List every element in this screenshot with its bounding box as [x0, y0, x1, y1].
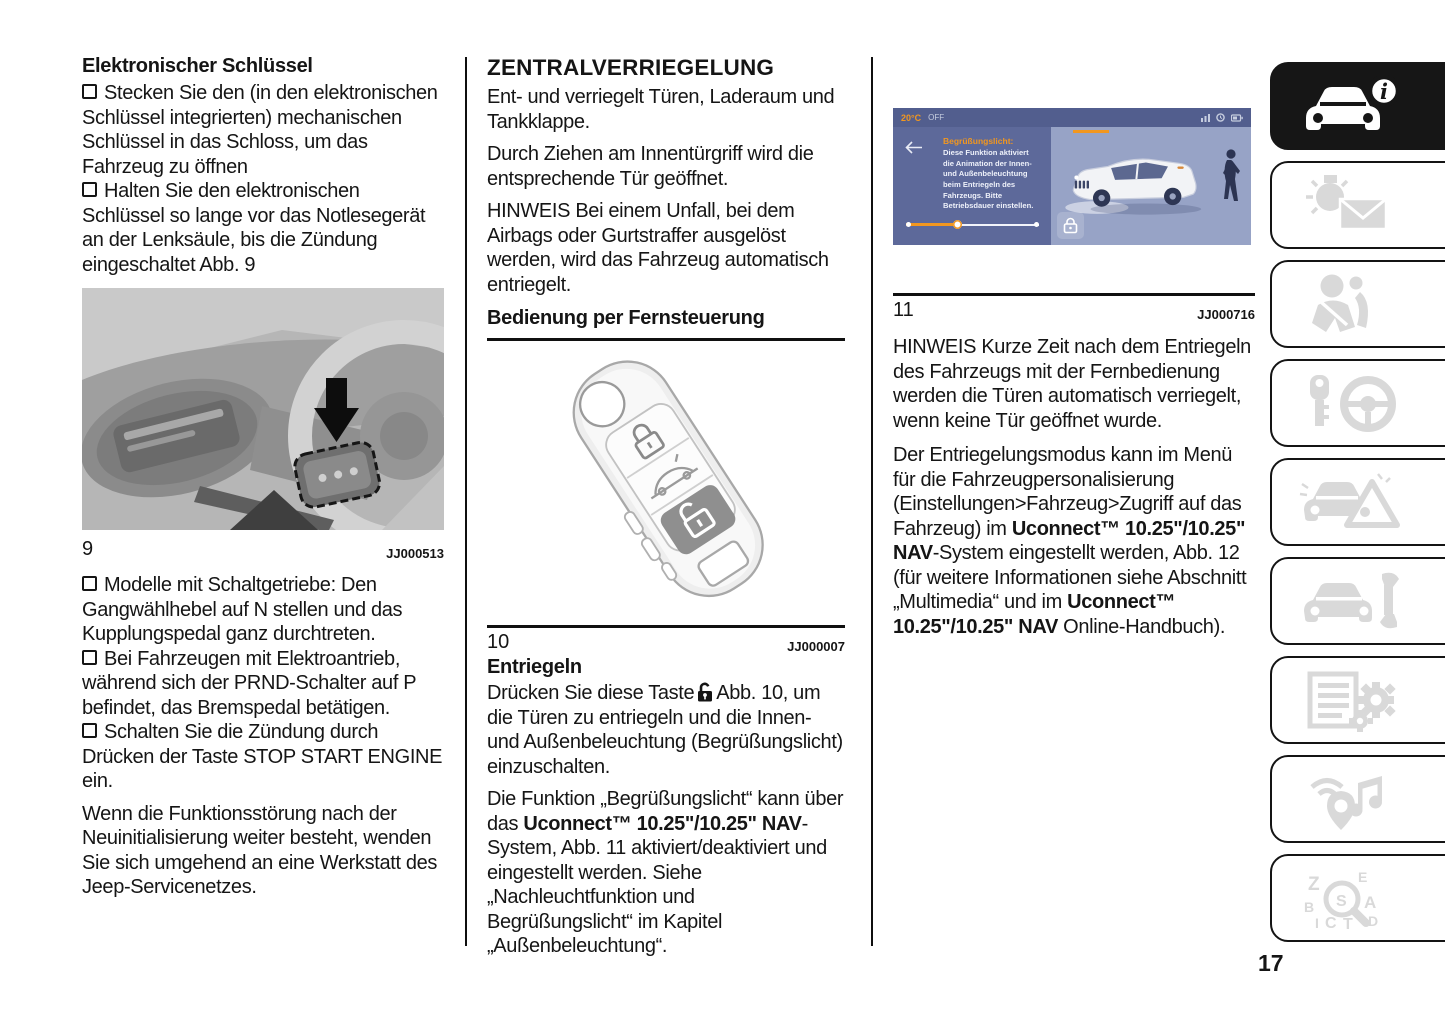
alphabetical-index-icon — [1298, 866, 1408, 930]
column-divider — [871, 57, 873, 946]
paragraph: Die Funktion „Begrüßungslicht“ kann über das Uconnect™ 10.25"/10.25" NAV-System, Abb. 11 aktiviert/deaktiviert und eingestellt werden. Siehe „Nachleuchtfunktion und Begrüßungslicht“ im Kapitel „Außenbeleuchtung“. — [487, 788, 844, 957]
subheading-unlock: Entriegeln — [487, 656, 582, 678]
slider-thumb — [953, 220, 962, 229]
battery-status-icon — [1231, 114, 1243, 122]
checkbox-bullet-icon — [82, 576, 97, 591]
page-number: 17 — [1258, 950, 1284, 976]
right-column — [893, 55, 1255, 639]
figure-10-key-fob-image — [487, 345, 845, 621]
svg-text:B: B — [1304, 899, 1315, 915]
sidebar-tab-alphabetical-index[interactable] — [1270, 854, 1445, 942]
svg-text:E: E — [1358, 869, 1368, 885]
uconnect-setting-title: Begrüßungslicht: — [943, 136, 1014, 146]
paragraph: Ent- und verriegelt Türen, Laderaum und Tankklappe. — [487, 86, 835, 133]
list-item: Stecken Sie den (in den elektronischen Schlüssel integrierten) mechanischen Schlüssel in das Schloss, um das Fahrzeug zu öffnen — [82, 82, 438, 178]
uconnect-system-name: Uconnect™ 10.25"/10.25" NAV — [893, 517, 1246, 564]
temperature-readout: 20°C — [901, 112, 922, 123]
svg-text:D: D — [1368, 913, 1379, 929]
lock-badge — [1057, 212, 1084, 239]
figure-code: JJ000513 — [386, 546, 444, 561]
paragraph-note: HINWEIS Kurze Zeit nach dem Entriegeln des Fahrzeugs mit der Fernbedienung werden die Türen automatisch verriegelt, wenn keine Tür geöffnet wurde. — [893, 336, 1251, 432]
svg-text:C: C — [1325, 915, 1337, 930]
column-divider — [465, 57, 467, 946]
lock-icon — [1063, 217, 1078, 234]
left-column — [82, 55, 444, 900]
sidebar-tab-multimedia[interactable] — [1270, 755, 1445, 843]
figure-code: JJ000007 — [787, 639, 845, 654]
slider-filled-track — [906, 223, 957, 226]
clock-status-icon — [1216, 113, 1225, 122]
starting-and-driving-icon — [1298, 371, 1408, 435]
checkbox-bullet-icon — [82, 182, 97, 197]
slider-max-dot — [1034, 222, 1039, 227]
sidebar-tab-vehicle-info[interactable] — [1270, 62, 1445, 150]
emergency-icon — [1298, 470, 1408, 534]
figure-code: JJ000716 — [1197, 307, 1255, 322]
service-and-maintenance-icon — [1298, 569, 1408, 633]
svg-text:T: T — [1343, 916, 1353, 930]
multimedia-icon — [1298, 767, 1408, 831]
list-item: Bei Fahrzeugen mit Elektroantrieb, während sich der PRND-Schalter auf P befindet, das Bremspedal betätigen. — [82, 647, 416, 719]
technical-data-icon — [1298, 668, 1408, 732]
paragraph: Wenn die Funktionsstörung nach der Neuinitialisierung weiter besteht, wenden Sie sich umgehend an eine Werkstatt des Jeep-Servicenetzes. — [82, 802, 438, 898]
subheading-remote-operation: Bedienung per Fernsteuerung — [487, 307, 765, 329]
checkbox-bullet-icon — [82, 650, 97, 665]
tab-indicator — [1073, 130, 1109, 133]
svg-text:A: A — [1364, 893, 1377, 912]
unlock-icon — [697, 682, 713, 702]
sidebar-tab-technical-data[interactable] — [1270, 656, 1445, 744]
list-item: Modelle mit Schaltgetriebe: Den Gangwählhebel auf N stellen und das Kupplungspedal ganz durchtreten. — [82, 574, 403, 645]
figure-number: 11 — [893, 299, 914, 321]
uconnect-settings-panel — [893, 127, 1051, 245]
section-heading-electronic-key: Elektronischer Schlüssel — [82, 55, 313, 77]
svg-text:S: S — [1336, 893, 1347, 910]
signal-status-icon — [1201, 113, 1210, 122]
figure-10 — [487, 338, 845, 628]
sidebar-tab-service-and-maintenance[interactable] — [1270, 557, 1445, 645]
duration-slider — [906, 220, 1039, 229]
paragraph: Drücken Sie diese Taste Abb. 10, um die Türen zu entriegeln und die Innen- und Außenbeleuchtung (Begrüßungslicht) einzuschalten. — [487, 682, 843, 778]
uconnect-status-bar — [893, 108, 1251, 127]
uconnect-system-name: Uconnect™ 10.25"/10.25" NAV — [523, 812, 802, 835]
checkbox-bullet-icon — [82, 723, 97, 738]
figure-10-caption — [487, 631, 845, 654]
middle-column — [487, 55, 845, 959]
svg-text:Z: Z — [1308, 874, 1320, 895]
uconnect-system-name: Uconnect™ 10.25"/10.25" NAV — [893, 591, 1176, 638]
figure-11-uconnect-screenshot — [893, 108, 1251, 245]
uconnect-preview-panel — [1051, 127, 1251, 245]
paragraph-note: HINWEIS Bei einem Unfall, bei dem Airbags oder Gurtstraffer ausgelöst werden, wird das Fahrzeug automatisch entriegelt. — [487, 200, 829, 296]
sidebar-tab-starting-and-driving[interactable] — [1270, 359, 1445, 447]
sidebar-tab-lights-and-messages[interactable] — [1270, 161, 1445, 249]
figure-number: 10 — [487, 631, 510, 653]
safety-icon — [1298, 272, 1408, 336]
svg-text:I: I — [1315, 915, 1319, 930]
slider-min-dot — [906, 222, 911, 227]
figure-9-dashboard-photo — [82, 288, 444, 530]
list-item: Halten Sie den elektronischen Schlüssel so lange vor das Notlesegerät an der Lenksäule, bis die Zündung eingeschaltet Abb. 9 — [82, 180, 426, 276]
person-silhouette — [1221, 149, 1243, 209]
figure-11-caption — [893, 299, 1255, 322]
checkbox-bullet-icon — [82, 84, 97, 99]
figure-number: 9 — [82, 538, 94, 560]
svg-text:i: i — [1380, 79, 1388, 104]
uconnect-setting-description: Diese Funktion aktiviert die Animation der Innen- und Außenbeleuchtung beim Entriegeln des Fahrzeugs. Bitte Betriebsdauer einstellen. — [943, 148, 1034, 211]
lights-and-messages-icon — [1298, 173, 1408, 237]
vehicle-info-icon — [1298, 74, 1408, 138]
figure-9-caption — [82, 538, 444, 561]
section-heading-central-locking: ZENTRALVERRIEGELUNG — [487, 55, 775, 80]
sidebar-tab-safety[interactable] — [1270, 260, 1445, 348]
climate-off-label: OFF — [928, 113, 945, 122]
figure-rule — [893, 293, 1255, 296]
paragraph: Durch Ziehen am Innentürgriff wird die entsprechende Tür geöffnet. — [487, 143, 814, 190]
figure-9 — [82, 288, 444, 561]
paragraph: Der Entriegelungsmodus kann im Menü für die Fahrzeugpersonalisierung (Einstellungen>Fahrzeug>Zugriff auf das Fahrzeug) im Uconnect™ 10.25"/10.25" NAV-System eingestellt werden, Abb. 12 (für weitere Informationen siehe Abschnitt „Multimedia“ und im Uconnect™ 10.25"/10.25" NAV Online-Handbuch). — [893, 444, 1247, 638]
sidebar-tab-emergency[interactable] — [1270, 458, 1445, 546]
list-item: Schalten Sie die Zündung durch Drücken der Taste STOP START ENGINE ein. — [82, 721, 443, 792]
chapter-tab-bar — [1270, 62, 1445, 953]
back-arrow-icon — [905, 141, 923, 154]
